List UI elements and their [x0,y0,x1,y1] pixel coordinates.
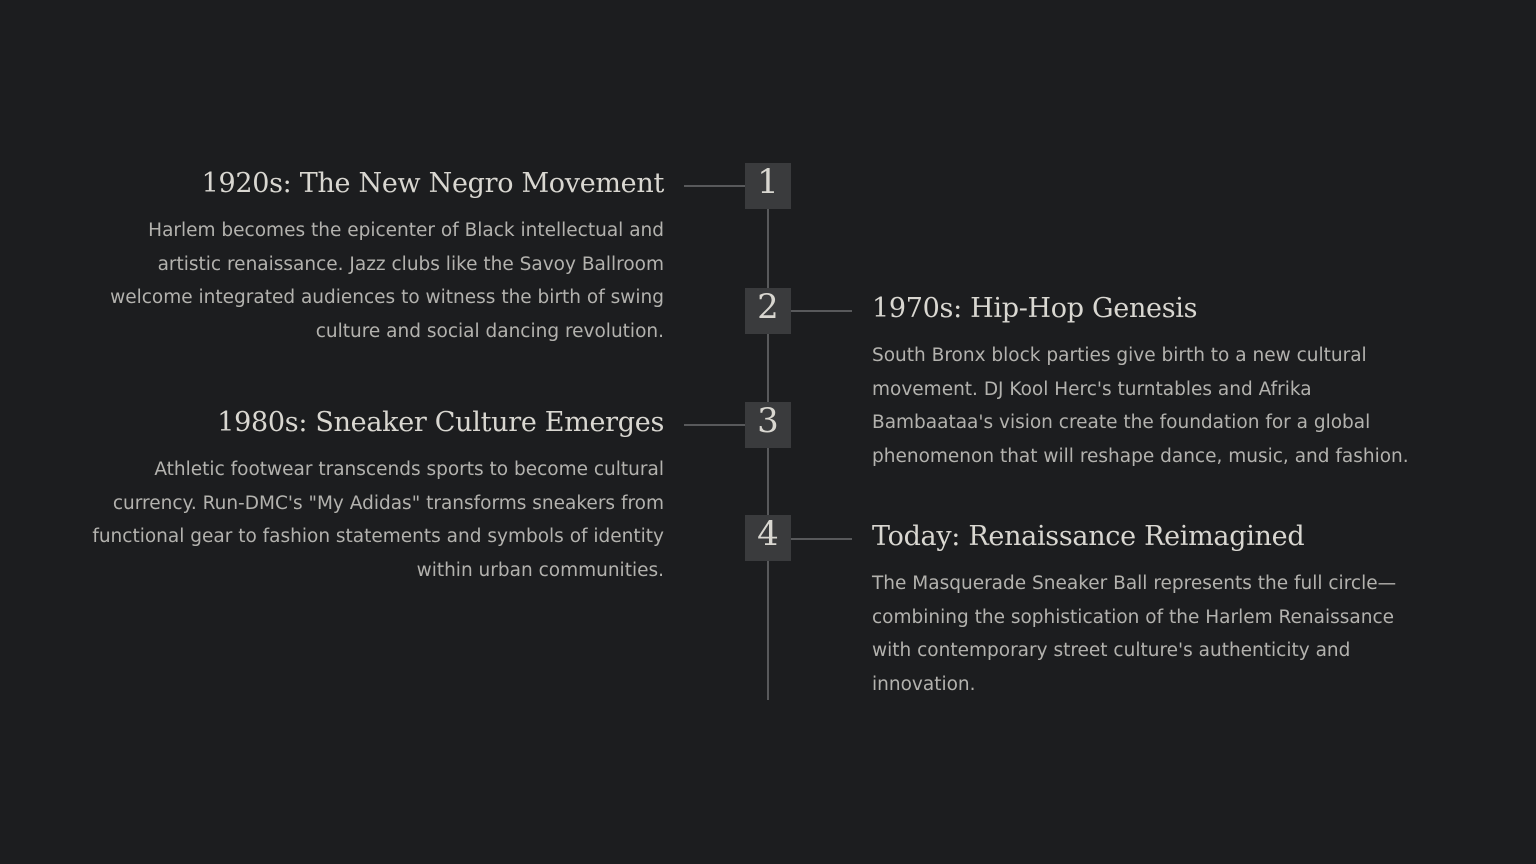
event-title-3: 1980s: Sneaker Culture Emerges [217,407,664,438]
event-description-1: Harlem becomes the epicenter of Black intellectual and artistic renaissance. Jazz clubs like the Savoy Ballroom welcome integrated audiences to witness the birth of swing culture and social dancing revolution. [110,220,664,342]
timeline-event-2 [872,292,1432,473]
timeline-marker-4: 4 [745,515,791,561]
timeline-marker-2: 2 [745,288,791,334]
event-title-2: 1970s: Hip-Hop Genesis [872,293,1198,324]
connector-1 [684,185,746,187]
connector-3 [684,424,746,426]
connector-4 [790,538,852,540]
event-description-2: South Bronx block parties give birth to a new cultural movement. DJ Kool Herc's turntables and Afrika Bambaataa's vision create the foundation for a global phenomenon that will reshape dance, music, and fashion. [872,345,1409,467]
timeline-event-4 [872,520,1432,701]
event-title-1: 1920s: The New Negro Movement [201,168,664,199]
event-description-4: The Masquerade Sneaker Ball represents the full circle—combining the sophistication of the Harlem Renaissance with contemporary street culture's authenticity and innovation. [872,573,1397,695]
timeline-event-1 [84,167,664,348]
timeline-marker-3: 3 [745,402,791,448]
connector-2 [790,310,852,312]
event-description-3: Athletic footwear transcends sports to become cultural currency. Run-DMC's "My Adidas" transforms sneakers from functional gear to fashion statements and symbols of identity within urban communities. [92,459,664,581]
timeline-marker-1: 1 [745,163,791,209]
event-title-4: Today: Renaissance Reimagined [872,521,1305,552]
timeline-event-3 [84,406,664,587]
